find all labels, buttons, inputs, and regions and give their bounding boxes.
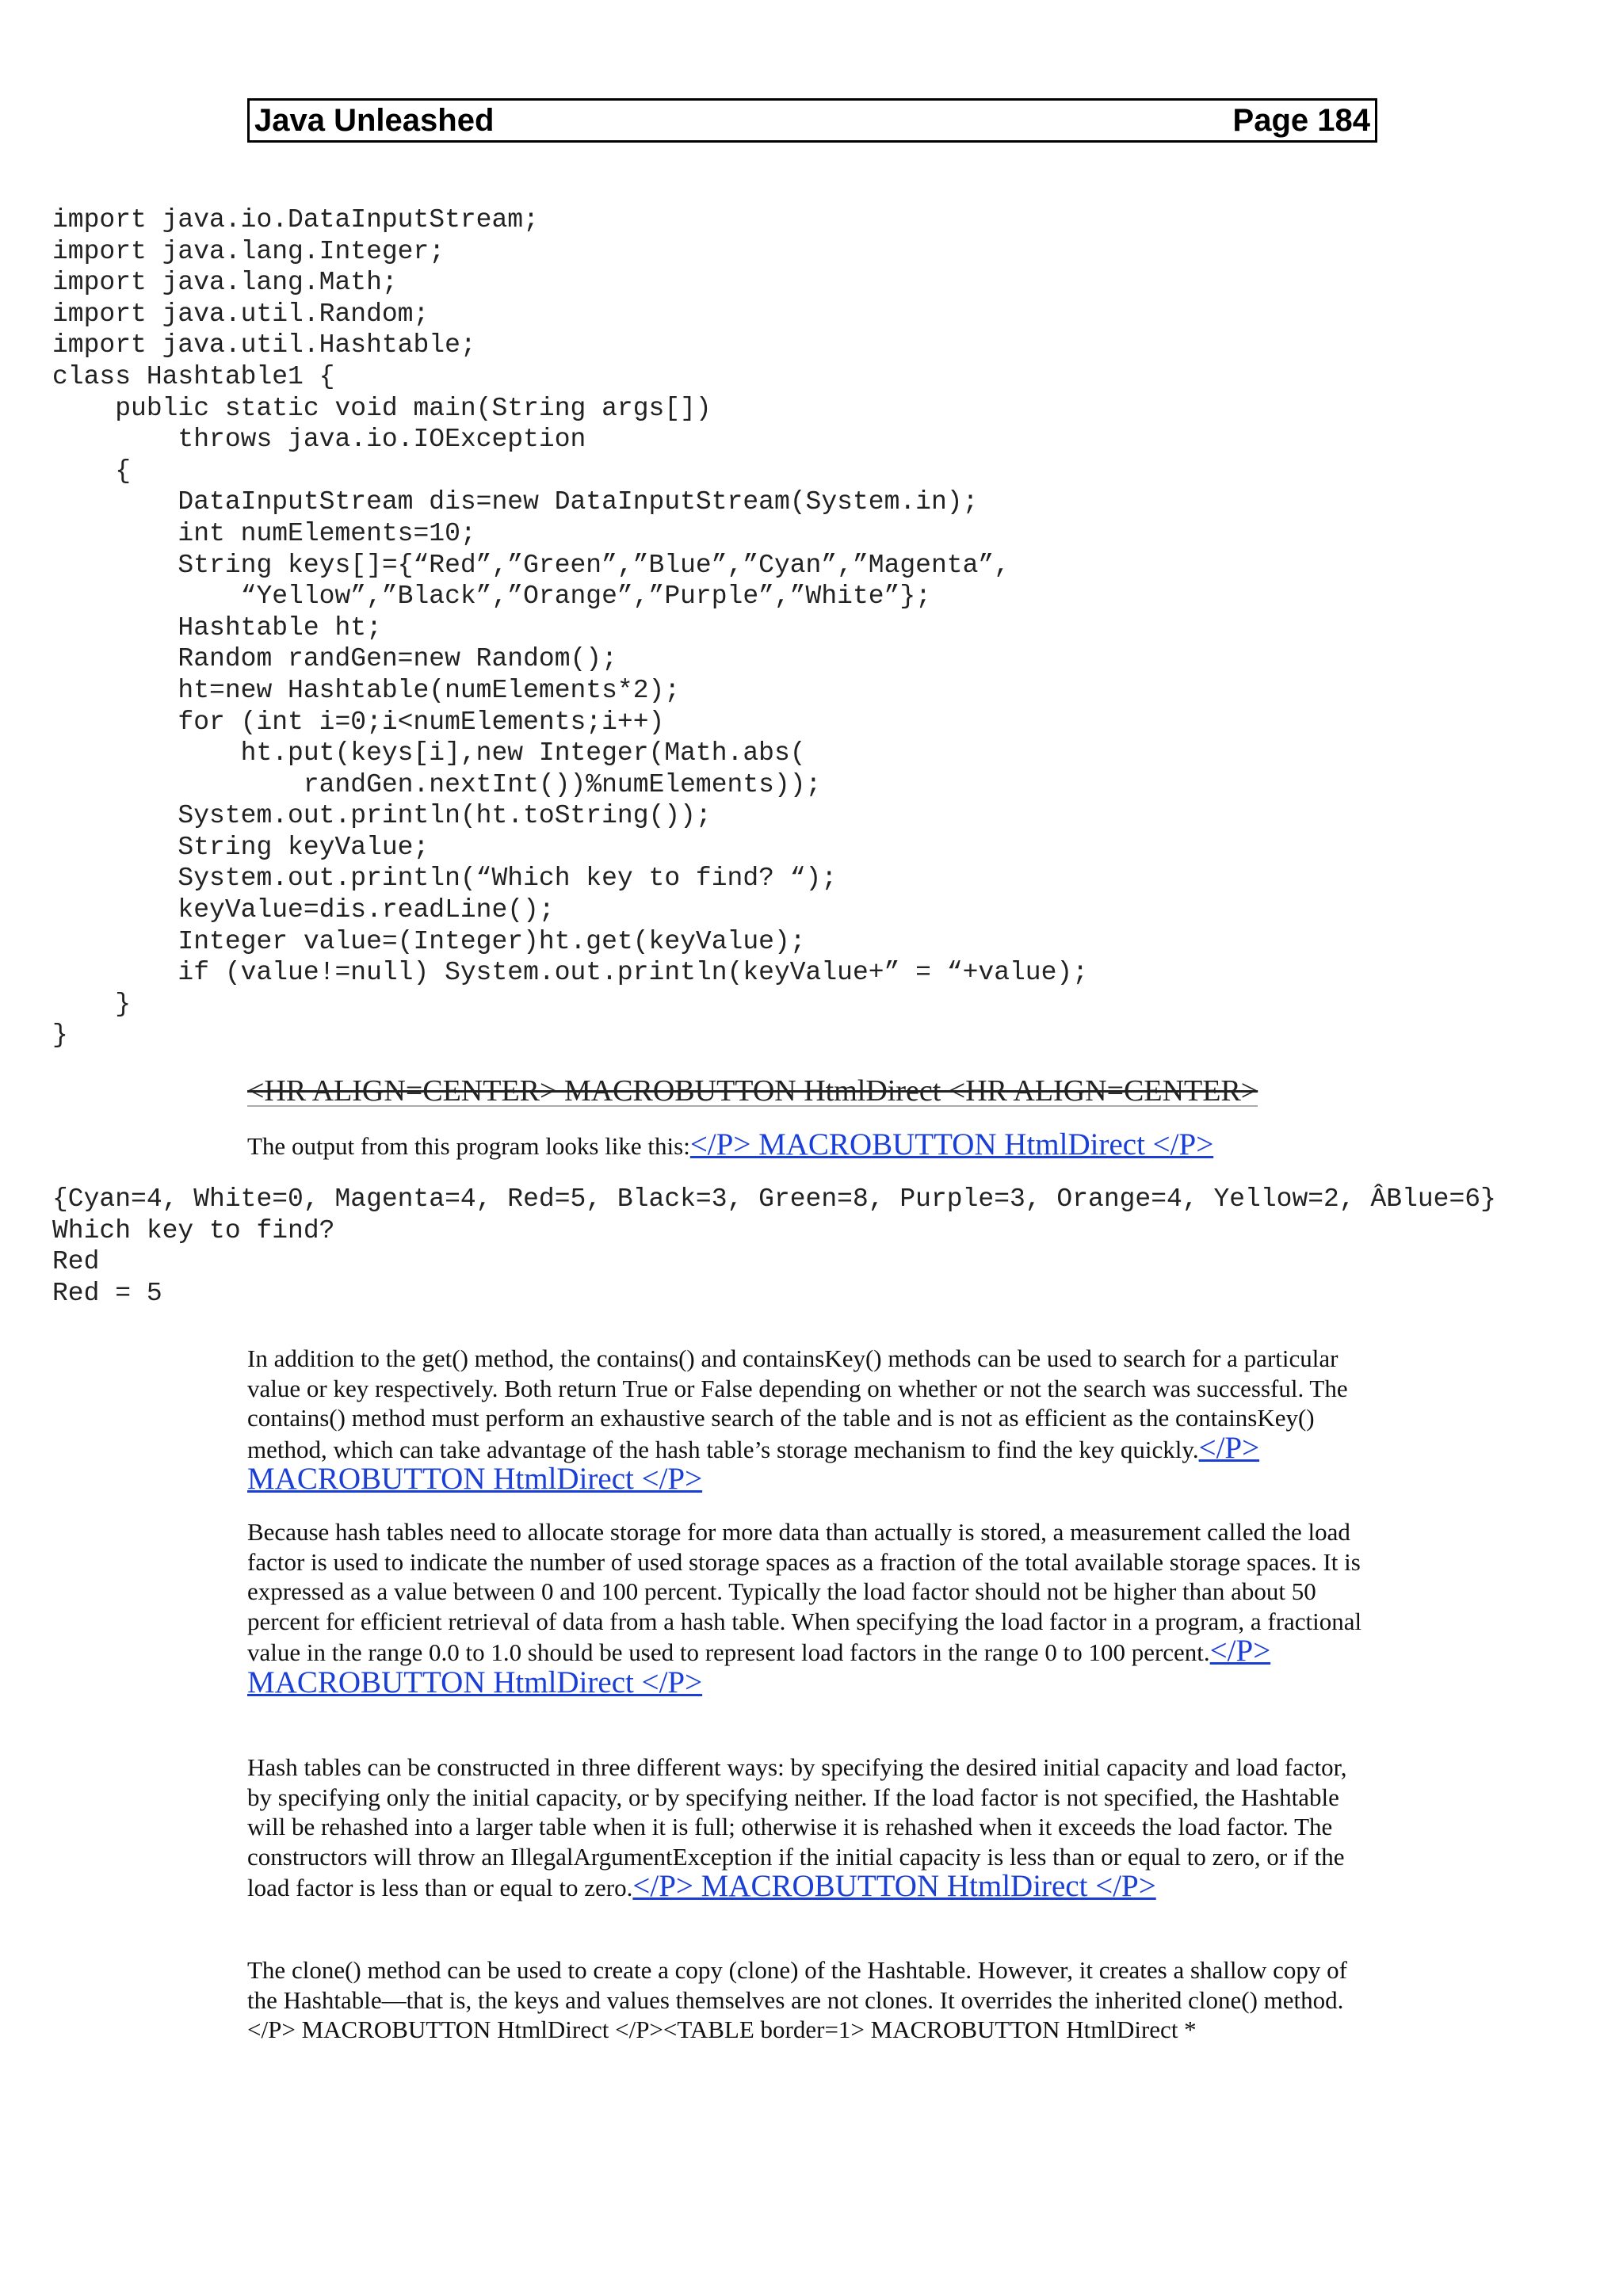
macrobutton-link[interactable]: </P> MACROBUTTON HtmlDirect </P> [247,1430,1260,1496]
paragraph-text: In addition to the get() method, the contains() and containsKey() methods can be used to search for a particular value or key respectively. Both return True or False depending on whether or not the search was successful. The contains() method must perform an exhaustive search of the table and is not as efficient as the containsKey() method, which can take advantage of the hash table’s storage mechanism to find the key quickly. [247,1344,1348,1463]
macrobutton-link[interactable]: </P> MACROBUTTON HtmlDirect </P> [247,1634,1271,1699]
paragraph-text: Because hash tables need to allocate storage for more data than actually is stored, a measurement called the load factor is used to indicate the number of used storage spaces as a fraction of the total available storage spaces. It is expressed as a value between 0 and 100 percent. Typically the load factor should not be higher than about 50 percent for efficient retrieval of data from a hash table. When specifying the load factor in a program, a fractional value in the range 0.0 to 1.0 should be used to represent load factors in the range 0 to 100 percent. [247,1518,1362,1666]
book-title: Java Unleashed [254,102,495,138]
output-intro-text: The output from this program looks like this: [247,1132,690,1160]
hr-macro-text: <HR ALIGN=CENTER> MACROBUTTON HtmlDirect <HR ALIGN=CENTER> [247,1074,1258,1108]
paragraph-text: The clone() method can be used to create a copy (clone) of the Hashtable. However, it creates a shallow copy of the Hashtable—that is, the keys and values themselves are not clones. It overrides the inherited clone() method.</P> MACROBUTTON HtmlDirect </P><TABLE border=1> MACROBUTTON HtmlDirect * [247,1956,1348,2043]
paragraph-contains-methods [247,1344,1377,1496]
program-output: {Cyan=4, White=0, Magenta=4, Red=5, Black=3, Green=8, Purple=3, Orange=4, Yellow=2, ÂBlue=6} Which key to find? Red Red = 5 [52,1184,1496,1308]
output-intro-paragraph [247,1127,1377,1161]
page-number: Page 184 [1232,102,1370,138]
macrobutton-link[interactable]: </P> MACROBUTTON HtmlDirect </P> [689,1127,1214,1161]
paragraph-constructors [247,1753,1377,1903]
paragraph-text: Hash tables can be constructed in three different ways: by specifying the desired initial capacity and load factor, by specifying only the initial capacity, or by specifying neither. If the load factor is not specified, the Hashtable will be rehashed into a larger table when it is full; otherwise it is rehashed when it exceeds the load factor. The constructors will throw an IllegalArgumentException if the initial capacity is less than or equal to zero, or if the load factor is less than or equal to zero. [247,1753,1347,1901]
paragraph-clone-method [247,1955,1377,2045]
paragraph-load-factor [247,1517,1377,1699]
page-header [247,98,1377,143]
code-listing: import java.io.DataInputStream; import java.lang.Integer; import java.lang.Math; import java.util.Random; import java.util.Hashtable; class Hashtable1 { public static void main(String args[]) throws java.io.IOException { DataInputStream dis=new DataInputStream(System.in); int numElements=10; String keys[]={“Red”,”Green”,”Blue”,”Cyan”,”Magenta”, “Yellow”,”Black”,”Orange”,”Purple”,”White”}; Hashtable ht; Random randGen=new Random(); ht=new Hashtable(numElements*2); for (int i=0;i<numElements;i++) ht.put(keys[i],new Integer(Math.abs( randGen.nextInt())%numElements)); System.out.println(ht.toString()); String keyValue; System.out.println(“Which key to find? “); keyValue=dis.readLine(); Integer value=(Integer)ht.get(keyValue); if (value!=null) System.out.println(keyValue+” = “+value); } } [52,205,1089,1051]
macrobutton-link[interactable]: </P> MACROBUTTON HtmlDirect </P> [632,1869,1156,1903]
